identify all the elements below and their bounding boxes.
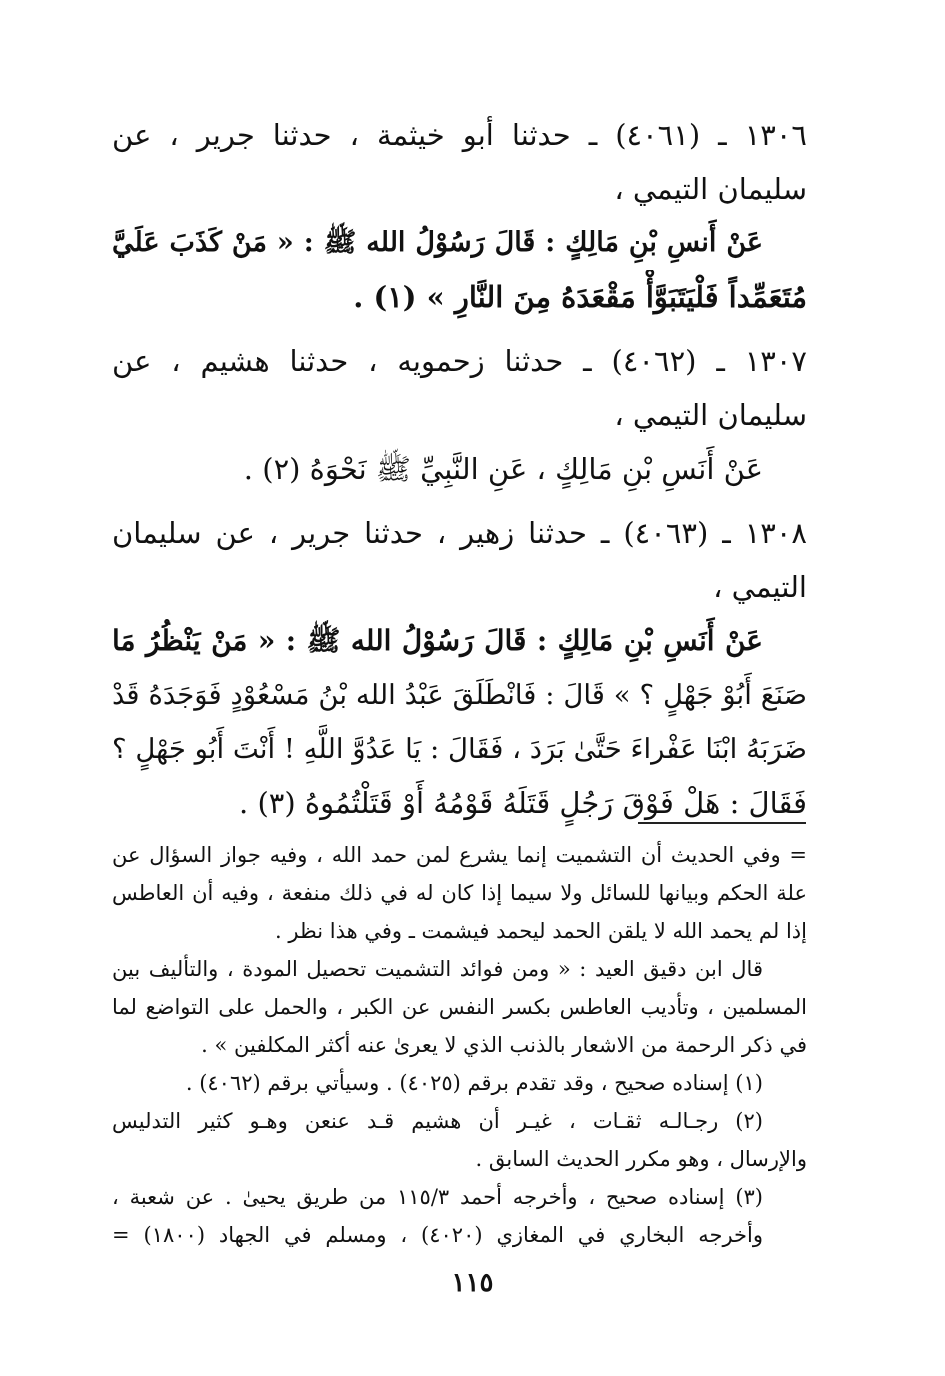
hadith-1306-narrator: سليمان التيمي ، <box>614 172 807 206</box>
hadith-1308-header: ١٣٠٨ ـ (٤٠٦٣) ـ حدثنا زهير ، حدثنا جرير ، عن سليمان <box>112 516 807 550</box>
footnote-2: (٢) رجـالـه ثقـات ، غيـر أن هشيم قـد عنعن وهـو كثير التدليس <box>112 1109 763 1133</box>
hadith-1307-narrator: سليمان التيمي ، <box>614 398 807 432</box>
hadith-1306-text-cont: مُتَعَمِّداً فَلْيَتَبَوَّأْ مَقْعَدَهُ مِنَ النَّارِ » (١) . <box>353 280 807 314</box>
hadith-1308-text-cont-3: فَقَالَ : هَلْ فَوْقَ رَجُلٍ قَتَلَهُ قَوْمُهُ أَوْ قَتَلْتُمُوهُ (٣) . <box>239 786 807 820</box>
main-text <box>112 108 807 830</box>
footnote-divider <box>638 822 806 824</box>
footnote-line: = وفي الحديث أن التشميت إنما يشرع لمن حمد الله ، وفيه جواز السؤال عن <box>112 843 807 867</box>
hadith-1306-header: ١٣٠٦ ـ (٤٠٦١) ـ حدثنا أبو خيثمة ، حدثنا جرير ، عن <box>112 118 807 152</box>
hadith-1306-text: عَنْ أَنسِ بْنِ مَالِكٍ : قَالَ رَسُوْلُ الله ﷺ : « مَنْ كَذَبَ عَلَيَّ <box>112 227 763 258</box>
footnote-line: في ذكر الرحمة من الاشعار بالذنب الذي لا يعرىٰ عنه أكثر المكلفين » . <box>201 1033 807 1057</box>
footnote-3-cont: وأخرجه البخاري في المغازي (٤٠٢٠) ، ومسلم في الجهاد (١٨٠٠) = <box>112 1223 764 1247</box>
footnote-line: قال ابن دقيق العيد : « ومن فوائد التشميت تحصيل المودة ، والتأليف بين <box>112 957 763 981</box>
hadith-1308-narrator: التيمي ، <box>713 570 807 604</box>
hadith-1308-text-cont-2: ضَرَبَهُ ابْنَا عَفْراءَ حَتَّىٰ بَرَدَ ، فَقَالَ : يَا عَدُوَّ اللَّهِ ! أَنْتَ أَبُو جَهْلٍ ؟ <box>112 733 807 765</box>
page-number: ١١٥ <box>451 1268 494 1298</box>
hadith-1308-text-cont-1: صَنَعَ أَبُوْ جَهْلٍ ؟ » قَالَ : فَانْطَلَقَ عَبْدُ الله بْنُ مَسْعُوْدٍ فَوَجَدَهُ قَدْ <box>112 679 807 711</box>
footnote-line: المسلمين ، وتأديب العاطس بكسر النفس عن الكبر ، والحمل على التواضع لما <box>112 995 807 1019</box>
footnotes <box>112 836 807 1254</box>
footnote-line: علة الحكم وبيانها للسائل ولا سيما إذا كان له في ذلك منفعة ، وفيه أن العاطس <box>112 881 807 905</box>
footnote-1: (١) إسناده صحيح ، وقد تقدم برقم (٤٠٢٥) . وسيأتي برقم (٤٠٦٢) . <box>185 1071 763 1095</box>
footnote-3: (٣) إسناده صحيح ، وأخرجه أحمد ١١٥/٣ من طريق يحيىٰ . عن شعبة ، <box>112 1185 763 1209</box>
hadith-1308-text: عَنْ أَنَسِ بْنِ مَالِكٍ : قَالَ رَسُوْلُ الله ﷺ : « مَنْ يَنْظُرُ مَا <box>112 624 763 657</box>
footnote-line: إذا لم يحمد الله لا يلقن الحمد ليحمد فيشمت ـ وفي هذا نظر . <box>275 919 807 943</box>
footnote-2-cont: والإرسال ، وهو مكرر الحديث السابق . <box>475 1147 807 1171</box>
hadith-1307-text: عَنْ أَنَسِ بْنِ مَالِكٍ ، عَنِ النَّبِيِّ ﷺ نَحْوَهُ (٢) . <box>243 452 763 486</box>
hadith-1307-header: ١٣٠٧ ـ (٤٠٦٢) ـ حدثنا زحمويه ، حدثنا هشيم ، عن <box>112 344 807 378</box>
